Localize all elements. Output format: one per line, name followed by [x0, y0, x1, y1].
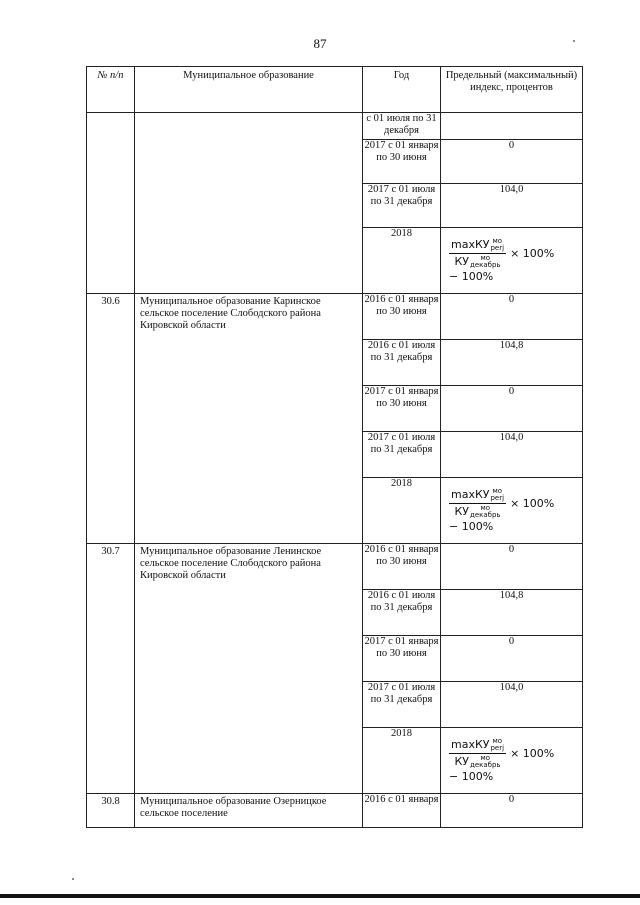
- scan-speck: [72, 878, 74, 880]
- period-text: с 01 июля по 31 декабря: [366, 113, 437, 136]
- municipality-cell: [135, 794, 363, 828]
- formula-sub-reg: perj: [490, 494, 505, 502]
- table-row: [87, 794, 583, 828]
- formula-times: × 100%: [510, 496, 555, 510]
- formula: [441, 728, 582, 783]
- index-cell: [441, 478, 583, 544]
- index-value: 0: [508, 636, 515, 647]
- period-cell: [363, 228, 441, 294]
- index-cell: [441, 544, 583, 590]
- header-year: [363, 67, 441, 113]
- period-cell: [363, 794, 441, 828]
- period-cell: [363, 294, 441, 340]
- formula-denominator: [452, 504, 502, 519]
- formula-ku: КУ: [454, 505, 469, 518]
- formula-numerator: [449, 238, 506, 254]
- formula-sup-mo: мо: [480, 754, 491, 762]
- municipality-cell: [135, 544, 363, 794]
- page-number: 87: [313, 36, 327, 51]
- row-number-cell: [87, 794, 135, 828]
- index-cell: [441, 636, 583, 682]
- period-text: 2017 с 01 января по 30 июня: [364, 386, 439, 409]
- period-text: 2016 с 01 января по 30 июня: [364, 544, 439, 567]
- period-text: 2016 с 01 июля по 31 декабря: [367, 590, 436, 613]
- period-cell: [363, 340, 441, 386]
- period-cell: [363, 636, 441, 682]
- formula-main-line: [449, 738, 554, 769]
- period-text: 2016 с 01 июля по 31 декабря: [367, 340, 436, 363]
- index-cell: [441, 682, 583, 728]
- formula-times: × 100%: [510, 246, 555, 260]
- table-header-row: [87, 67, 583, 113]
- formula-den-indices: [470, 755, 501, 769]
- municipality-cell: [135, 294, 363, 544]
- scan-bottom-edge: [0, 894, 640, 898]
- row-number: 30.7: [101, 546, 120, 557]
- index-cell: [441, 113, 583, 140]
- index-cell: [441, 294, 583, 340]
- index-value: 0: [508, 386, 515, 397]
- formula-fraction: [449, 488, 506, 519]
- row-number-cell: [87, 294, 135, 544]
- index-cell: [441, 794, 583, 828]
- table-row: [87, 113, 583, 140]
- formula-den-indices: [470, 255, 501, 269]
- index-value: 0: [508, 544, 515, 555]
- row-number-cell: [87, 113, 135, 294]
- header-index-text: Предельный (максимальный) индекс, процентов: [445, 70, 578, 93]
- index-cell: [441, 590, 583, 636]
- period-cell: [363, 386, 441, 432]
- table-row: [87, 294, 583, 340]
- period-cell: [363, 682, 441, 728]
- header-num: [87, 67, 135, 113]
- formula-num-indices: [490, 738, 504, 752]
- scan-speck: [573, 40, 575, 42]
- period-text: 2017 с 01 июля по 31 декабря: [367, 184, 436, 207]
- formula-sub-reg: perj: [490, 244, 505, 252]
- index-cell: [441, 184, 583, 228]
- period-text: 2018: [391, 478, 412, 489]
- index-cell: [441, 228, 583, 294]
- formula-max-ku: maxКУ: [451, 488, 490, 501]
- formula-sup-mo: мо: [492, 237, 503, 245]
- index-value: 104,8: [499, 590, 524, 601]
- formula-max-ku: maxКУ: [451, 238, 490, 251]
- formula-den-indices: [470, 505, 501, 519]
- formula-sub-dec: декабрь: [470, 511, 501, 519]
- formula-denominator: [452, 754, 502, 769]
- formula-sup-mo: мо: [492, 737, 503, 745]
- period-text: 2018: [391, 728, 412, 739]
- formula-sub-dec: декабрь: [470, 761, 501, 769]
- header-municipality: [135, 67, 363, 113]
- formula-times: × 100%: [510, 746, 555, 760]
- municipality-cell: [135, 113, 363, 294]
- period-text: 2016 с 01 января по 30 июня: [364, 294, 439, 317]
- period-cell: [363, 184, 441, 228]
- index-value: 0: [508, 294, 515, 305]
- municipality-name: Муниципальное образование Каринское сельское поселение Слободского района Кировской области: [140, 296, 321, 331]
- index-value: 0: [508, 794, 515, 805]
- row-number: 30.6: [101, 296, 120, 307]
- formula-numerator: [449, 738, 506, 754]
- index-cell: [441, 140, 583, 184]
- formula-sup-mo: мо: [492, 487, 503, 495]
- formula-ku: КУ: [454, 255, 469, 268]
- formula-numerator: [449, 488, 506, 504]
- period-text: 2018: [391, 228, 412, 239]
- formula: [441, 228, 582, 283]
- index-cell: [441, 340, 583, 386]
- period-cell: [363, 544, 441, 590]
- table-body: [87, 67, 583, 828]
- formula-minus: − 100%: [449, 270, 494, 283]
- period-cell: [363, 590, 441, 636]
- header-num-text: № п/п: [97, 70, 124, 81]
- municipality-name: Муниципальное образование Озерницкое сельское поселение: [140, 796, 327, 819]
- row-number-cell: [87, 544, 135, 794]
- period-cell: [363, 432, 441, 478]
- period-cell: [363, 113, 441, 140]
- period-text: 2017 с 01 января по 30 июня: [364, 140, 439, 163]
- index-cell: [441, 728, 583, 794]
- formula-sup-mo: мо: [480, 504, 491, 512]
- formula: [441, 478, 582, 533]
- period-text: 2017 с 01 января по 30 июня: [364, 636, 439, 659]
- period-cell: [363, 140, 441, 184]
- formula-main-line: [449, 488, 554, 519]
- period-cell: [363, 478, 441, 544]
- formula-fraction: [449, 238, 506, 269]
- index-cell: [441, 386, 583, 432]
- period-text: 2017 с 01 июля по 31 декабря: [367, 682, 436, 705]
- index-value: 104,0: [499, 682, 524, 693]
- formula-minus: − 100%: [449, 770, 494, 783]
- index-value: 104,0: [499, 184, 524, 195]
- header-year-text: Год: [393, 70, 410, 81]
- period-text: 2016 с 01 января: [364, 794, 439, 805]
- index-value: 104,8: [499, 340, 524, 351]
- formula-minus: − 100%: [449, 520, 494, 533]
- tariff-index-table: [86, 66, 583, 828]
- formula-num-indices: [490, 488, 504, 502]
- formula-ku: КУ: [454, 755, 469, 768]
- formula-denominator: [452, 254, 502, 269]
- period-cell: [363, 728, 441, 794]
- formula-max-ku: maxКУ: [451, 738, 490, 751]
- formula-sup-mo: мо: [480, 254, 491, 262]
- header-index: [441, 67, 583, 113]
- index-value: 104,0: [499, 432, 524, 443]
- municipality-name: Муниципальное образование Ленинское сельское поселение Слободского района Кировской области: [140, 546, 322, 581]
- index-cell: [441, 432, 583, 478]
- row-number: 30.8: [101, 796, 120, 807]
- header-municipality-text: Муниципальное образование: [183, 70, 314, 81]
- formula-fraction: [449, 738, 506, 769]
- table-row: [87, 544, 583, 590]
- formula-sub-dec: декабрь: [470, 261, 501, 269]
- formula-sub-reg: perj: [490, 744, 505, 752]
- formula-main-line: [449, 238, 554, 269]
- period-text: 2017 с 01 июля по 31 декабря: [367, 432, 436, 455]
- index-value: 0: [508, 140, 515, 151]
- formula-num-indices: [490, 238, 504, 252]
